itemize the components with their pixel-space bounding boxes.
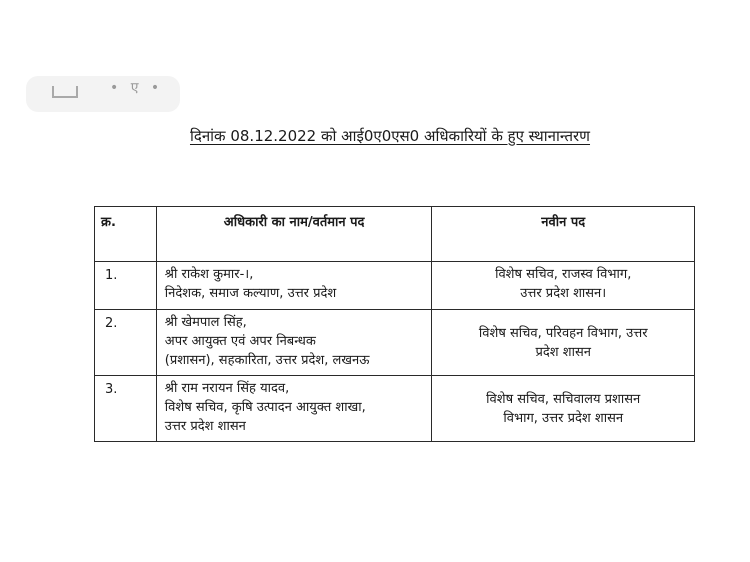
document-title: दिनांक 08.12.2022 को आई0ए0एस0 अधिकारियों के हुए स्थानान्तरण <box>189 127 591 145</box>
new-post-line: प्रदेश शासन <box>535 345 591 360</box>
table-header-row <box>95 207 695 262</box>
table-row <box>95 376 695 442</box>
header-officer: अधिकारी का नाम/वर्तमान पद <box>156 207 432 262</box>
row-new-post <box>432 310 695 376</box>
new-post-line: उत्तर प्रदेश शासन। <box>520 286 607 301</box>
row-new-post <box>432 262 695 310</box>
officer-line: श्री राकेश कुमार-।, <box>164 267 254 282</box>
header-new-post: नवीन पद <box>432 207 695 262</box>
new-post-line: विशेष सचिव, परिवहन विभाग, उत्तर <box>478 326 648 341</box>
transfer-table <box>94 206 695 442</box>
new-post-line: विशेष सचिव, राजस्व विभाग, <box>495 267 632 282</box>
row-serial: 3. <box>95 376 157 442</box>
table-row <box>95 262 695 310</box>
officer-line: अपर आयुक्त एवं अपर निबन्धक <box>164 334 316 349</box>
row-serial: 2. <box>95 310 157 376</box>
table-row <box>95 310 695 376</box>
row-officer <box>156 376 432 442</box>
officer-line: श्री खेमपाल सिंह, <box>164 315 247 330</box>
cropped-header-text: • ए • <box>110 80 164 96</box>
officer-line: (प्रशासन), सहकारिता, उत्तर प्रदेश, लखनऊ <box>164 353 370 368</box>
officer-line: विशेष सचिव, कृषि उत्पादन आयुक्त शाखा, <box>164 400 366 415</box>
officer-line: श्री राम नरायन सिंह यादव, <box>164 381 290 396</box>
officer-line: उत्तर प्रदेश शासन <box>164 419 246 434</box>
cropped-box-mark <box>52 86 78 98</box>
new-post-line: विशेष सचिव, सचिवालय प्रशासन <box>486 392 641 407</box>
cropped-header-fragment <box>26 76 180 112</box>
row-serial: 1. <box>95 262 157 310</box>
new-post-line: विभाग, उत्तर प्रदेश शासन <box>503 411 624 426</box>
row-officer <box>156 262 432 310</box>
row-new-post <box>432 376 695 442</box>
officer-line: निदेशक, समाज कल्याण, उत्तर प्रदेश <box>164 286 337 301</box>
row-officer <box>156 310 432 376</box>
header-serial: क्र. <box>95 207 157 262</box>
